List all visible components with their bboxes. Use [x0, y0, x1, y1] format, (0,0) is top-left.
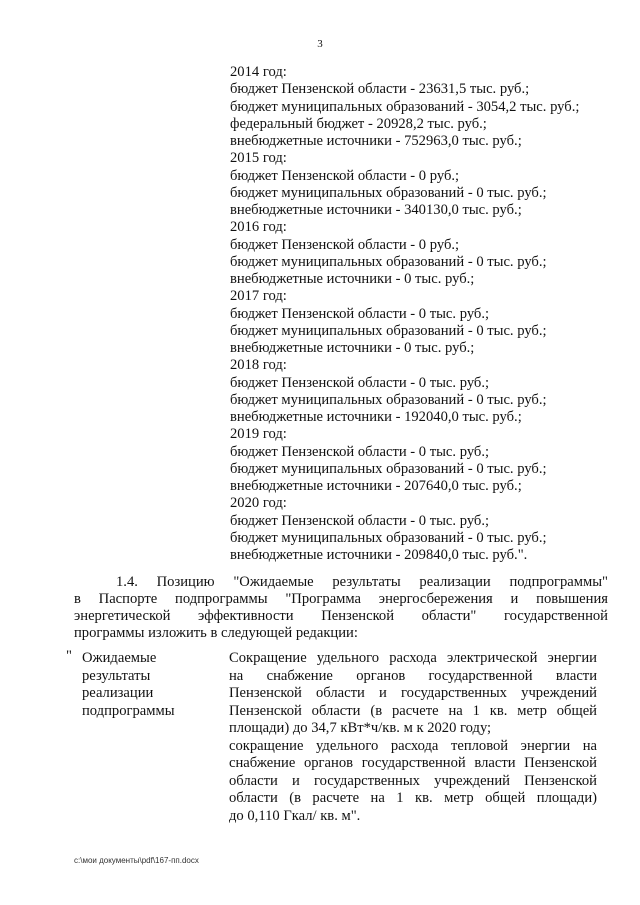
content-line: на снабжение органов государственной власти: [229, 667, 597, 684]
funding-line: бюджет муниципальных образований - 0 тыс. руб.;: [230, 184, 547, 201]
paragraph-line: 1.4. Позицию "Ожидаемые результаты реализации подпрограммы": [116, 574, 608, 590]
funding-sources-list: [230, 64, 579, 564]
content-line: области и государственных учреждений Пензенской: [229, 772, 597, 789]
funding-line: бюджет Пензенской области - 23631,5 тыс. руб.;: [230, 81, 530, 98]
funding-line: внебюджетные источники - 340130,0 тыс. руб.;: [230, 202, 522, 218]
funding-line: бюджет муниципальных образований - 0 тыс. руб.;: [230, 529, 547, 546]
label-line: реализации: [82, 685, 154, 701]
funding-line: внебюджетные источники - 752963,0 тыс. руб.;: [230, 133, 522, 149]
funding-line: бюджет муниципальных образований - 0 тыс. руб.;: [230, 322, 547, 339]
content-line: Сокращение удельного расхода электрической энергии: [229, 650, 597, 666]
funding-line: 2018 год:: [230, 357, 287, 374]
funding-line: внебюджетные источники - 0 тыс. руб.;: [230, 271, 475, 287]
funding-line: бюджет Пензенской области - 0 тыс. руб.;: [230, 443, 490, 460]
content-line: снабжение органов государственной власти Пензенской: [229, 755, 597, 771]
paragraph-line: энергетической эффективности Пензенской области" государственной: [74, 608, 608, 624]
content-line: сокращение удельного расхода тепловой энергии на: [229, 737, 597, 754]
funding-line: 2016 год:: [230, 219, 287, 236]
funding-line: бюджет Пензенской области - 0 руб.;: [230, 167, 460, 184]
funding-line: 2015 год:: [230, 150, 287, 167]
amendment-paragraph: [74, 574, 608, 642]
page-number: 3: [317, 38, 323, 50]
footer-file-path: c:\мои документы\pdf\167-пп.docx: [74, 856, 199, 865]
funding-line: внебюджетные источники - 192040,0 тыс. руб.;: [230, 409, 522, 425]
funding-line: 2019 год:: [230, 426, 287, 443]
opening-quote: ": [66, 648, 72, 664]
table-row-label: [82, 650, 175, 720]
funding-line: федеральный бюджет - 20928,2 тыс. руб.;: [230, 115, 487, 132]
label-line: Ожидаемые: [82, 650, 157, 666]
funding-line: бюджет Пензенской области - 0 тыс. руб.;: [230, 374, 490, 391]
paragraph-line: в Паспорте подпрограммы "Программа энергосбережения и повышения: [74, 591, 608, 607]
funding-line: 2014 год:: [230, 64, 287, 80]
content-line: Пензенской области и государственных учреждений: [229, 685, 597, 701]
funding-line: бюджет Пензенской области - 0 тыс. руб.;: [230, 305, 490, 322]
funding-line: бюджет муниципальных образований - 0 тыс. руб.;: [230, 391, 547, 408]
table-row-content: [229, 650, 597, 825]
content-line: Пензенской области (в расчете на 1 кв. метр общей: [229, 702, 597, 719]
funding-line: 2017 год:: [230, 288, 287, 305]
content-line: области (в расчете на 1 кв. метр общей площади): [229, 790, 597, 806]
funding-line: бюджет Пензенской области - 0 руб.;: [230, 236, 460, 253]
label-line: результаты: [82, 667, 151, 684]
content-line: площади) до 34,7 кВт*ч/кв. м к 2020 году;: [229, 720, 492, 736]
content-line: до 0,110 Гкал/ кв. м".: [229, 807, 361, 824]
funding-line: внебюджетные источники - 207640,0 тыс. руб.;: [230, 478, 522, 494]
funding-line: бюджет Пензенской области - 0 тыс. руб.;: [230, 512, 490, 529]
funding-line: бюджет муниципальных образований - 0 тыс. руб.;: [230, 460, 547, 477]
paragraph-line: программы изложить в следующей редакции:: [74, 625, 358, 641]
funding-line: бюджет муниципальных образований - 3054,2 тыс. руб.;: [230, 98, 580, 115]
label-line: подпрограммы: [82, 702, 175, 719]
funding-line: внебюджетные источники - 209840,0 тыс. руб.".: [230, 547, 528, 563]
funding-line: 2020 год:: [230, 495, 287, 512]
funding-line: бюджет муниципальных образований - 0 тыс. руб.;: [230, 253, 547, 270]
funding-line: внебюджетные источники - 0 тыс. руб.;: [230, 340, 475, 356]
